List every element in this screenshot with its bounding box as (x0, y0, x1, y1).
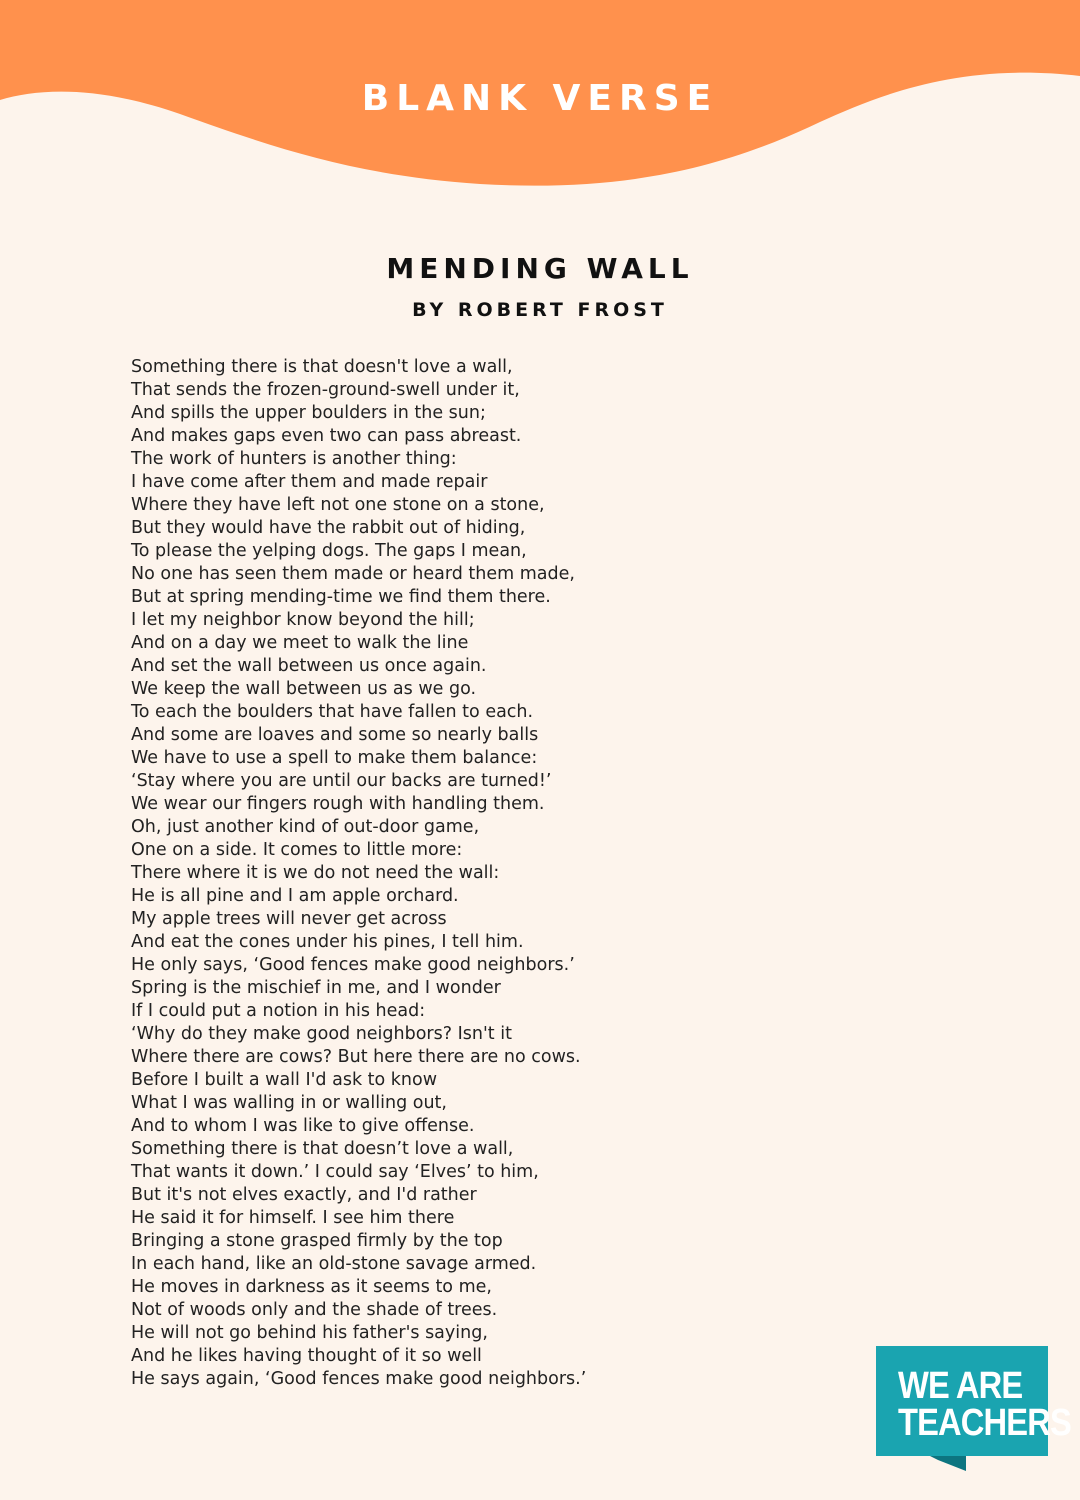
poem-line: And set the wall between us once again. (131, 656, 487, 676)
poem-line: We keep the wall between us as we go. (131, 679, 477, 699)
poem-line: We have to use a spell to make them balance: (131, 748, 538, 768)
poem-line: My apple trees will never get across (131, 909, 447, 929)
poem-line: He only says, ‘Good fences make good neighbors.’ (131, 955, 575, 975)
poem-line: He says again, ‘Good fences make good neighbors.’ (131, 1369, 587, 1389)
poem-line: ‘Why do they make good neighbors? Isn't it (131, 1024, 512, 1044)
poem-line: I have come after them and made repair (131, 472, 488, 492)
poem-line: We wear our fingers rough with handling them. (131, 794, 545, 814)
poem-line: The work of hunters is another thing: (131, 449, 457, 469)
poem-author: BY ROBERT FROST (412, 299, 668, 321)
poem-line: In each hand, like an old-stone savage armed. (131, 1254, 537, 1274)
poem-line: And some are loaves and some so nearly balls (131, 725, 539, 745)
logo-text-we-are: WE ARE (898, 1365, 1023, 1407)
logo-text-teachers: TEACHERS (898, 1402, 1071, 1444)
poem-line: Spring is the mischief in me, and I wonder (131, 978, 501, 998)
poem-line: Something there is that doesn’t love a wall, (131, 1139, 514, 1159)
poem-line: He will not go behind his father's saying, (131, 1323, 488, 1343)
poem-line: What I was walling in or walling out, (131, 1093, 447, 1113)
poem-line: Oh, just another kind of out-door game, (131, 817, 480, 837)
poem-line: To each the boulders that have fallen to each. (131, 702, 534, 722)
poem-line: No one has seen them made or heard them made, (131, 564, 575, 584)
poem-line: And on a day we meet to walk the line (131, 633, 469, 653)
poem-body (131, 356, 586, 1391)
poem-line: If I could put a notion in his head: (131, 1001, 426, 1021)
poem-line: But at spring mending-time we find them there. (131, 587, 551, 607)
poem-line: To please the yelping dogs. The gaps I mean, (131, 541, 527, 561)
banner-title: BLANK VERSE (361, 78, 719, 119)
poem-line: There where it is we do not need the wall: (131, 863, 500, 883)
poem-line: Where they have left not one stone on a stone, (131, 495, 545, 515)
poem-line: He is all pine and I am apple orchard. (131, 886, 459, 906)
poem-line: And eat the cones under his pines, I tell him. (131, 932, 524, 952)
we-are-teachers-logo (876, 1346, 1071, 1472)
poem-line: And spills the upper boulders in the sun; (131, 403, 486, 423)
poem-line: Something there is that doesn't love a wall, (131, 357, 513, 377)
poem-line: Not of woods only and the shade of trees. (131, 1300, 498, 1320)
poem-title: MENDING WALL (386, 252, 694, 285)
poem-line: Where there are cows? But here there are no cows. (131, 1047, 581, 1067)
poem-line: Bringing a stone grasped firmly by the top (131, 1231, 503, 1251)
poem-line: ‘Stay where you are until our backs are turned!’ (131, 771, 552, 791)
poem-line: Before I built a wall I'd ask to know (131, 1070, 438, 1090)
poem-line: But they would have the rabbit out of hiding, (131, 518, 526, 538)
poem-line: I let my neighbor know beyond the hill; (131, 610, 475, 630)
poem-line: And to whom I was like to give offense. (131, 1116, 475, 1136)
poem-line: That wants it down.’ I could say ‘Elves’ to him, (131, 1162, 539, 1182)
poem-line: And makes gaps even two can pass abreast. (131, 426, 522, 446)
poem-line: But it's not elves exactly, and I'd rather (131, 1185, 477, 1205)
poem-line: One on a side. It comes to little more: (131, 840, 463, 860)
poem-line: That sends the frozen-ground-swell under it, (131, 380, 520, 400)
poem-line: And he likes having thought of it so well (131, 1346, 482, 1366)
poem-line: He said it for himself. I see him there (131, 1208, 455, 1228)
poem-line: He moves in darkness as it seems to me, (131, 1277, 492, 1297)
